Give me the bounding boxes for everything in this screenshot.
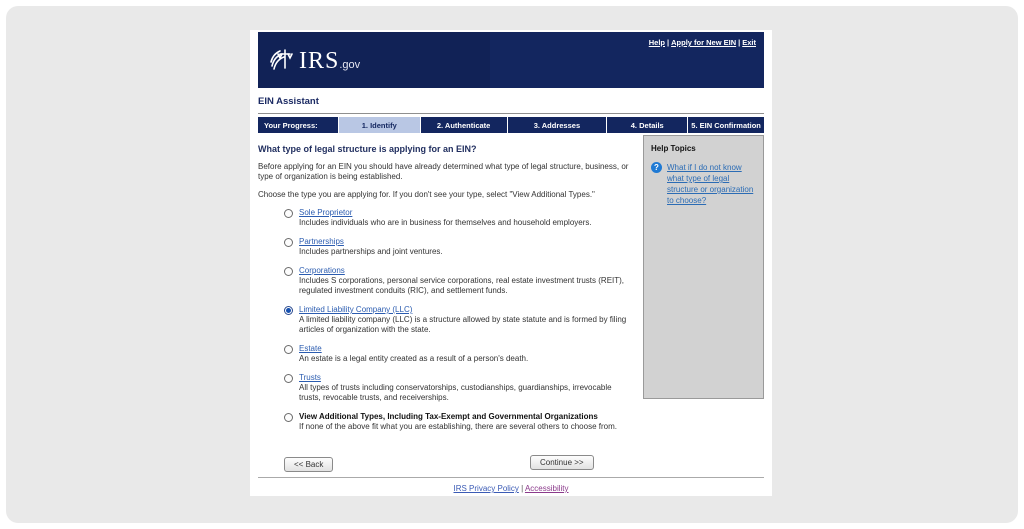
footer-separator: | bbox=[521, 484, 524, 493]
option-description: All types of trusts including conservatorships, custodianships, guardianships, irrevocable trusts, revocable trusts, and receiverships. bbox=[299, 383, 612, 402]
privacy-policy-link[interactable]: IRS Privacy Policy bbox=[453, 484, 519, 493]
option-sole-proprietor bbox=[284, 208, 632, 228]
option-trusts bbox=[284, 373, 632, 403]
progress-bar bbox=[258, 117, 764, 133]
navigation-buttons bbox=[258, 457, 764, 473]
help-topics-title: Help Topics bbox=[651, 144, 696, 153]
progress-step-ein-confirmation: 5. EIN Confirmation bbox=[688, 117, 764, 133]
irs-logo-text: IRS bbox=[299, 48, 340, 74]
option-label-link[interactable]: Estate bbox=[299, 344, 322, 353]
irs-eagle-icon bbox=[268, 46, 294, 72]
progress-step-authenticate: 2. Authenticate bbox=[421, 117, 507, 133]
irs-logo bbox=[268, 42, 360, 75]
progress-label: Your Progress: bbox=[258, 117, 338, 133]
irs-masthead bbox=[258, 32, 764, 88]
option-llc bbox=[284, 305, 632, 335]
option-label-link[interactable]: Trusts bbox=[299, 373, 321, 382]
progress-step-identify: 1. Identify bbox=[339, 117, 420, 133]
option-label-link[interactable]: Limited Liability Company (LLC) bbox=[299, 305, 413, 314]
continue-button[interactable]: Continue >> bbox=[530, 455, 594, 470]
progress-step-details: 4. Details bbox=[607, 117, 687, 133]
desktop-background bbox=[6, 6, 1018, 523]
option-label-link[interactable]: Partnerships bbox=[299, 237, 344, 246]
option-label-link[interactable]: Corporations bbox=[299, 266, 345, 275]
footer-divider bbox=[258, 477, 764, 478]
page-footer bbox=[258, 484, 764, 493]
question-mark-icon: ? bbox=[651, 162, 662, 173]
option-description: Includes partnerships and joint ventures. bbox=[299, 247, 443, 256]
help-topic-item bbox=[651, 162, 756, 206]
option-partnerships bbox=[284, 237, 632, 257]
accessibility-link[interactable]: Accessibility bbox=[524, 484, 569, 493]
title-divider bbox=[258, 113, 764, 114]
radio-trusts[interactable] bbox=[284, 374, 293, 383]
exit-link[interactable]: Exit bbox=[742, 38, 756, 47]
help-topics-panel bbox=[643, 135, 764, 399]
option-description: If none of the above fit what you are establishing, there are several others to choose from. bbox=[299, 422, 617, 431]
help-link[interactable]: Help bbox=[648, 38, 665, 47]
link-separator: | bbox=[667, 38, 670, 47]
intro-paragraph-1: Before applying for an EIN you should have already determined what type of legal structure, business, or type of organization is being established. bbox=[258, 162, 629, 181]
radio-partnerships[interactable] bbox=[284, 238, 293, 247]
page-title: EIN Assistant bbox=[258, 96, 319, 107]
masthead-links bbox=[649, 38, 756, 47]
intro-paragraph-2: Choose the type you are applying for. If you don't see your type, select "View Additional Types." bbox=[258, 190, 595, 199]
question-heading: What type of legal structure is applying for an EIN? bbox=[258, 144, 477, 154]
option-label-link[interactable]: Sole Proprietor bbox=[299, 208, 353, 217]
radio-llc-selected[interactable] bbox=[284, 306, 293, 315]
radio-estate[interactable] bbox=[284, 345, 293, 354]
apply-for-new-ein-link[interactable]: Apply for New EIN bbox=[671, 38, 737, 47]
ein-assistant-page bbox=[250, 30, 772, 496]
irs-logo-gov: .gov bbox=[339, 59, 361, 71]
main-content bbox=[258, 135, 632, 441]
option-description: Includes S corporations, personal service corporations, real estate investment trusts (REIT), regulated investment conduits (RIC), and settlement funds. bbox=[299, 276, 625, 295]
option-estate bbox=[284, 344, 632, 364]
option-description: An estate is a legal entity created as a result of a person's death. bbox=[299, 354, 529, 363]
progress-step-addresses: 3. Addresses bbox=[508, 117, 607, 133]
radio-corporations[interactable] bbox=[284, 267, 293, 276]
radio-sole-proprietor[interactable] bbox=[284, 209, 293, 218]
option-label: View Additional Types, Including Tax-Exempt and Governmental Organizations bbox=[299, 412, 598, 421]
legal-structure-options bbox=[284, 208, 632, 432]
option-corporations bbox=[284, 266, 632, 296]
help-topic-link[interactable]: What if I do not know what type of legal structure or organization to choose? bbox=[667, 163, 754, 205]
option-view-additional-types bbox=[284, 412, 632, 432]
option-description: Includes individuals who are in business for themselves and household employers. bbox=[299, 218, 592, 227]
back-button[interactable]: << Back bbox=[284, 457, 333, 472]
option-description: A limited liability company (LLC) is a structure allowed by state statute and is formed by filing articles of organization with the state. bbox=[299, 315, 627, 334]
link-separator: | bbox=[738, 38, 741, 47]
radio-view-additional-types[interactable] bbox=[284, 413, 293, 422]
